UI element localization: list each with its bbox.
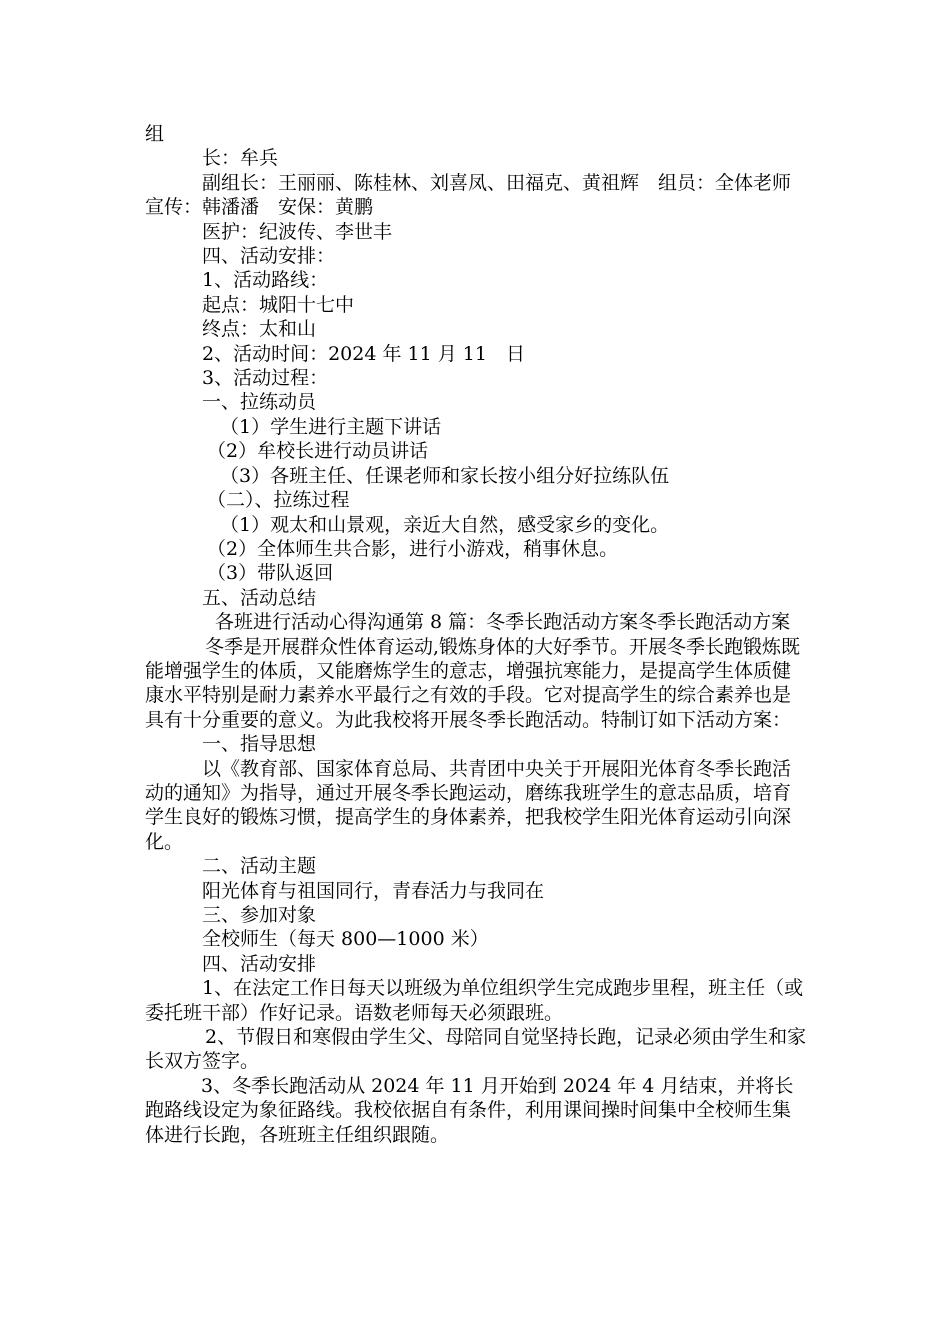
paragraph: 终点：太和山 <box>202 318 317 341</box>
paragraph: 3、冬季长跑活动从 2024 年 11 月开始到 2024 年 4 月结束，并将长跑路线设定为象征路线。我校依据自有条件，利用课间操时间集中全校师生集体进行长跑，各班班主任组织跟随。 <box>145 1074 794 1146</box>
paragraph: （二）、拉练过程 <box>207 489 350 512</box>
paragraph: 3、活动过程： <box>202 367 329 390</box>
paragraph: 以《教育部、国家体育总局、共青团中央关于开展阳光体育冬季长跑活动的通知》为指导，通过开展冬季长跑运动，磨练我班学生的意志品质，培育学生良好的锻炼习惯，提高学生的身体素养，把我校学生阳光体育运动引向深化。 <box>145 757 792 853</box>
paragraph: 阳光体育与祖国同行，青春活力与我同在 <box>202 879 545 902</box>
paragraph: （1）学生进行主题下讲话 <box>220 415 442 438</box>
paragraph: 起点：城阳十七中 <box>202 293 355 316</box>
paragraph: 医护：纪波传、李世丰 <box>202 220 393 243</box>
paragraph: 一、指导思想 <box>202 733 317 756</box>
paragraph: 二、活动主题 <box>202 855 317 878</box>
paragraph: 五、活动总结 <box>202 586 317 609</box>
paragraph: （2）全体师生共合影，进行小游戏，稍事休息。 <box>207 537 619 560</box>
paragraph: 1、在法定工作日每天以班级为单位组织学生完成跑步里程，班主任（或委托班干部）作好记录。语数老师每天必须跟班。 <box>145 977 804 1024</box>
paragraph: （2）牟校长进行动员讲话 <box>207 440 429 463</box>
paragraph: 冬季是开展群众性体育运动,锻炼身体的大好季节。开展冬季长跑锻炼既能增强学生的体质，又能磨炼学生的意志，增强抗寒能力，是提高学生体质健康水平特别是耐力素养水平最行之有效的手段。它对提高学生的综合素养也是具有十分重要的意义。为此我校将开展冬季长跑活动。特制订如下活动方案： <box>145 635 801 731</box>
paragraph: （3）各班主任、任课老师和家长按小组分好拉练队伍 <box>220 464 670 487</box>
paragraph: （1）观太和山景观，亲近大自然，感受家乡的变化。 <box>220 513 670 536</box>
paragraph: 副组长：王丽丽、陈桂林、刘喜凤、田福克、黄祖辉 组员：全体老师 宣传：韩潘潘 安保：黄鹏 <box>145 171 811 219</box>
paragraph: 四、活动安排 <box>202 952 317 975</box>
paragraph: 一、拉练动员 <box>202 391 317 414</box>
paragraph: 三、参加对象 <box>202 904 317 926</box>
paragraph: 2、节假日和寒假由学生父、母陪同自觉坚持长跑，记录必须由学生和家长双方签字。 <box>145 1026 807 1073</box>
document-body <box>145 122 811 1147</box>
paragraph: 全校师生（每天 800—1000 米） <box>202 928 489 951</box>
paragraph: 四、活动安排： <box>202 245 336 268</box>
paragraph: 长：牟兵 <box>202 147 279 170</box>
paragraph: 组 <box>145 123 165 145</box>
paragraph: （3）带队返回 <box>207 562 334 585</box>
paragraph: 1、活动路线： <box>202 269 329 292</box>
paragraph: 2、活动时间：2024 年 11 月 11 日 <box>202 342 525 365</box>
paragraph: 各班进行活动心得沟通第 8 篇：冬季长跑活动方案冬季长跑活动方案 <box>215 611 791 634</box>
